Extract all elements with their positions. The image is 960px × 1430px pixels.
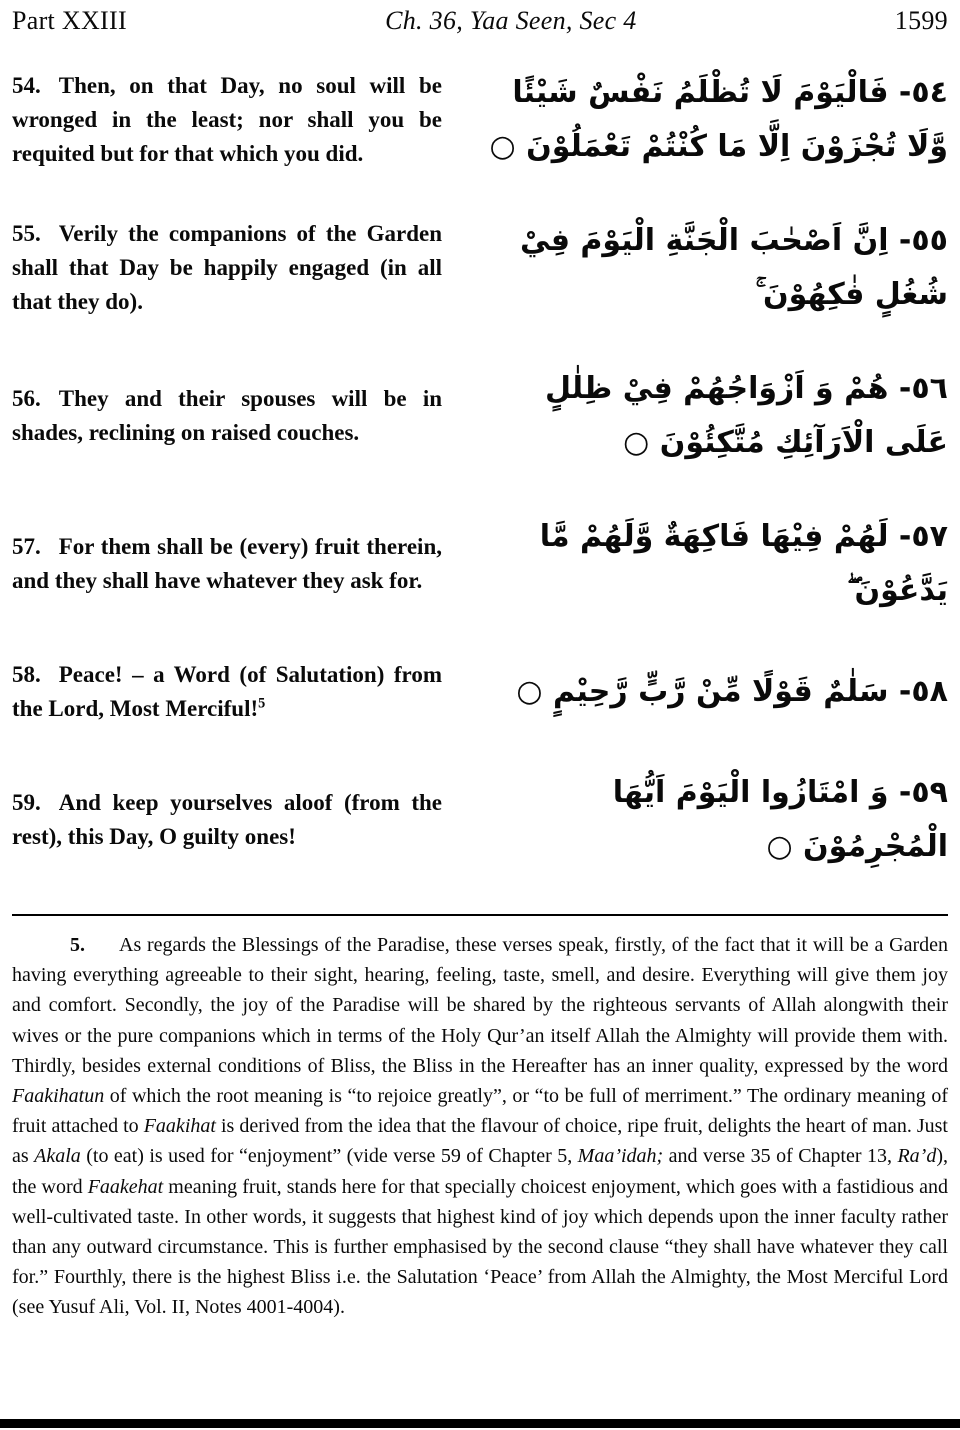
verse-row-56 <box>12 362 948 470</box>
verse-number: 59. <box>12 790 41 815</box>
footnote-segment: Ra’d <box>897 1145 937 1168</box>
verse-row-58 <box>12 658 948 726</box>
verse-number: 58. <box>12 662 41 687</box>
verse-arabic-59: ٥٩- وَ امْتَازُوا الْيَوْمَ اَيُّهَا الْمُجْرِمُوْنَ ○ <box>612 775 948 864</box>
verse-row-57 <box>12 510 948 618</box>
footnote-segment: Maa’idah; <box>577 1145 664 1168</box>
chapter-title: Ch. 36, Yaa Seen, Sec 4 <box>385 6 637 35</box>
verse-english-55 <box>12 217 442 319</box>
verse-english-56 <box>12 382 442 450</box>
verse-translation: Then, on that Day, no soul will be wronged in the least; nor shall you be requited but for that which you did. <box>12 73 442 166</box>
verse-number: 55. <box>12 221 41 246</box>
verse-number: 54. <box>12 73 41 98</box>
verses-section <box>12 66 948 874</box>
footnote-segment: Faakehat <box>87 1175 164 1198</box>
bottom-rule <box>0 1419 960 1428</box>
footnote-segment: meaning fruit, stands here for that specially choicest enjoyment, which goes with a fastidious and well-cultivated taste. In other words, it suggests that highest kind of joy which depends upon the inner faculty rather than any outward circumstance. This is further emphasised by the second clause “they shall have whatever they call for.” Fourthly, there is the highest Bliss i.e. the Salutation ‘Peace’ from Allah the Almighty, the Most Merciful Lord (see Yusuf Ali, Vol. II, Notes 4001-4004). <box>12 1175 948 1319</box>
verse-row-54 <box>12 66 948 174</box>
verse-arabic-54: ٥٤- فَالْيَوْمَ لَا تُظْلَمُ نَفْسٌ شَيْئًا وَّلَا تُجْزَوْنَ اِلَّا مَا كُنْتُمْ تَعْمَلُوْنَ ○ <box>489 75 948 164</box>
page-number: 1599 <box>894 6 948 35</box>
verse-arabic-58: ٥٨- سَلٰمٌ قَوْلًا مِّنْ رَّبٍّ رَّحِيْمٍ ○ <box>516 674 948 709</box>
footnote <box>12 930 948 1323</box>
verse-arabic-57: ٥٧- لَهُمْ فِيْهَا فَاكِهَةٌ وَّلَهُمْ مَّا يَدَّعُوْنَ ۖ <box>539 519 948 608</box>
footnote-segment: Faakihat <box>143 1115 216 1138</box>
verse-row-55 <box>12 214 948 322</box>
part-label: Part XXIII <box>12 6 127 35</box>
verse-translation: Verily the companions of the Garden shall that Day be happily engaged (in all that they do). <box>12 221 442 314</box>
footnote-segment: (to eat) is used for “enjoyment” (vide verse 59 of Chapter 5, <box>80 1145 578 1168</box>
verse-english-58 <box>12 658 442 726</box>
verse-arabic-55: ٥٥- اِنَّ اَصْحٰبَ الْجَنَّةِ الْيَوْمَ فِيْ شُغُلٍ فٰكِهُوْنَ ۚ <box>519 223 948 312</box>
footnote-segment: Faakihatun <box>12 1085 105 1108</box>
verse-number: 57. <box>12 534 41 559</box>
footnote-segment: of which the root meaning is “to rejoice greatly”, or “to be full of merriment.” The ordinary meaning of fruit attached to <box>12 1085 948 1138</box>
footnote-segment: and verse 35 of Chapter 13, <box>663 1145 898 1168</box>
verse-arabic-56: ٥٦- هُمْ وَ اَزْوَاجُهُمْ فِيْ ظِلٰلٍ عَلَى الْاَرَآئِكِ مُتَّكِئُوْنَ ○ <box>545 371 948 460</box>
verse-english-59 <box>12 786 442 854</box>
footnote-ref: 5 <box>258 695 266 712</box>
verse-english-57 <box>12 530 442 598</box>
footnote-segment: Akala <box>34 1145 81 1168</box>
verse-number: 56. <box>12 386 41 411</box>
verse-row-59 <box>12 766 948 874</box>
footnote-segment: ), the word <box>12 1145 948 1198</box>
verse-translation: And keep yourselves aloof (from the rest), this Day, O guilty ones! <box>12 790 442 849</box>
footnote-segment: is derived from the idea that the flavour of choice, ripe fruit, delights the heart of man. Just as <box>12 1115 948 1168</box>
footnote-number: 5. <box>70 934 85 956</box>
verse-translation: They and their spouses will be in shades, reclining on raised couches. <box>12 386 442 445</box>
footnote-divider <box>12 914 948 916</box>
verse-translation: Peace! – a Word (of Salutation) from the Lord, Most Merciful! <box>12 662 442 721</box>
verse-english-54 <box>12 69 442 171</box>
verse-translation: For them shall be (every) fruit therein, and they shall have whatever they ask for. <box>12 534 442 593</box>
page-header <box>12 6 948 36</box>
footnote-segment: As regards the Blessings of the Paradise, these verses speak, firstly, of the fact that it will be a Garden having everything agreeable to their sight, hearing, feeling, taste, smell, and desire. Everything will give them joy and comfort. Secondly, the joy of the Paradise will be shared by the righteous servants of Allah alongwith their wives or the pure companions which in terms of the Holy Qur’an itself Allah the Almighty will provide them with. Thirdly, besides external conditions of Bliss, the Bliss in the Hereafter has an inner quality, expressed by the word <box>12 934 948 1077</box>
